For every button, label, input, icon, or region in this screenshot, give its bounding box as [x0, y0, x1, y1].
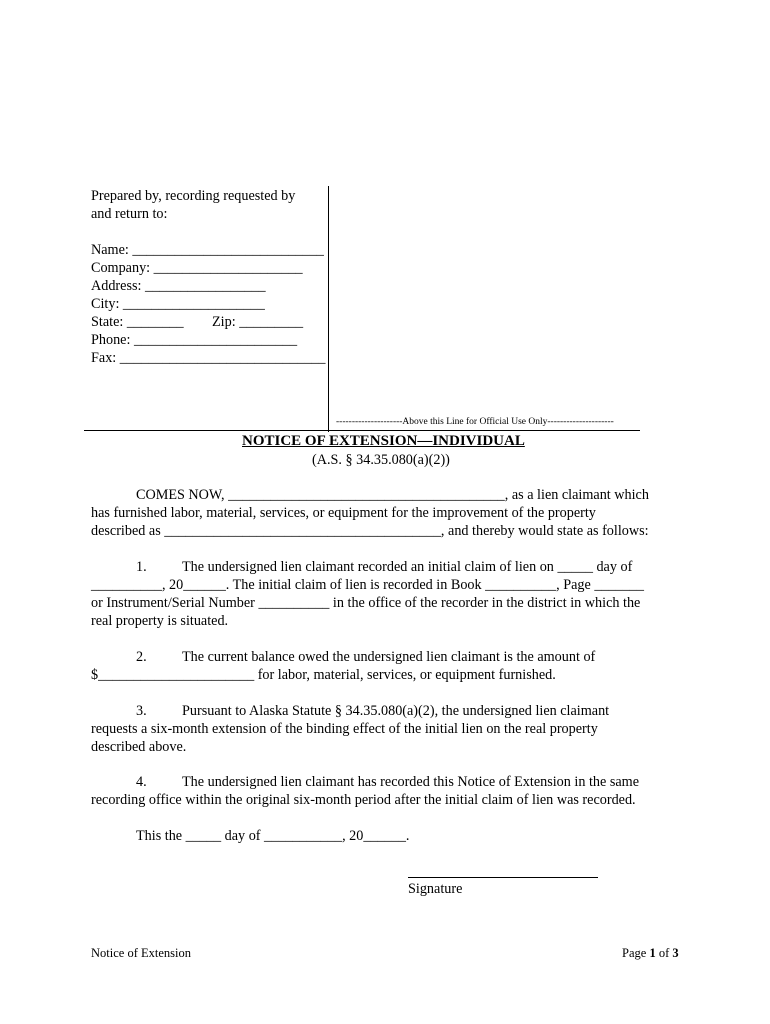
signature-line[interactable]: [408, 877, 598, 878]
intro-line-1: COMES NOW, _______________________________________, as a lien claimant which: [136, 487, 649, 503]
state-field[interactable]: State: ________: [91, 314, 184, 330]
paragraph-2-line-2: $______________________ for labor, material, services, or equipment furnished.: [91, 667, 556, 683]
paragraph-1-line-2: __________, 20______. The initial claim of lien is recorded in Book __________, Page _______: [91, 577, 644, 593]
paragraph-3-line-3: described above.: [91, 739, 187, 755]
page-mid: of: [655, 946, 673, 960]
official-use-divider: [84, 430, 640, 431]
paragraph-4-line-2: recording office within the original six-month period after the initial claim of lien was recorded.: [91, 792, 636, 808]
company-field[interactable]: Company: _____________________: [91, 260, 303, 276]
page-current: 1: [649, 946, 656, 960]
page-indicator: [622, 944, 679, 962]
prepared-by-line-1: Prepared by, recording requested by: [91, 188, 296, 204]
footer-document-name: Notice of Extension: [91, 946, 191, 960]
intro-line-2: has furnished labor, material, services, or equipment for the improvement of the property: [91, 505, 596, 521]
city-field[interactable]: City: ____________________: [91, 296, 265, 312]
page-prefix: Page: [622, 946, 650, 960]
paragraph-1-line-1: The undersigned lien claimant recorded an initial claim of lien on _____ day of: [182, 559, 633, 575]
official-use-label: ---------------------Above this Line for Official Use Only---------------------: [336, 417, 614, 427]
page-total: 3: [672, 946, 679, 960]
paragraph-1-number: 1.: [136, 559, 147, 575]
paragraph-2-line-1: The current balance owed the undersigned lien claimant is the amount of: [182, 649, 596, 665]
paragraph-4-number: 4.: [136, 774, 147, 790]
dated-line: This the _____ day of ___________, 20______.: [136, 828, 410, 844]
signature-label: Signature: [408, 881, 463, 897]
prepared-by-line-2: and return to:: [91, 206, 168, 222]
name-field[interactable]: Name: ___________________________: [91, 242, 324, 258]
statute-reference: (A.S. § 34.35.080(a)(2)): [312, 452, 450, 468]
intro-line-3: described as _______________________________________, and thereby would state as follows:: [91, 523, 649, 539]
document-title: NOTICE OF EXTENSION—INDIVIDUAL: [242, 433, 525, 449]
header-vertical-divider: [328, 186, 329, 432]
paragraph-2-number: 2.: [136, 649, 147, 665]
address-field[interactable]: Address: _________________: [91, 278, 266, 294]
paragraph-3-line-2: requests a six-month extension of the binding effect of the initial lien on the real property: [91, 721, 598, 737]
paragraph-3-line-1: Pursuant to Alaska Statute § 34.35.080(a)(2), the undersigned lien claimant: [182, 703, 610, 719]
paragraph-1-line-3: or Instrument/Serial Number __________ in the office of the recorder in the district in which the: [91, 595, 641, 611]
fax-field[interactable]: Fax: _____________________________: [91, 350, 326, 366]
phone-field[interactable]: Phone: _______________________: [91, 332, 298, 348]
zip-field[interactable]: Zip: _________: [212, 314, 304, 330]
paragraph-3-number: 3.: [136, 703, 147, 719]
paragraph-1-line-4: real property is situated.: [91, 613, 229, 629]
paragraph-4-line-1: The undersigned lien claimant has recorded this Notice of Extension in the same: [182, 774, 640, 790]
